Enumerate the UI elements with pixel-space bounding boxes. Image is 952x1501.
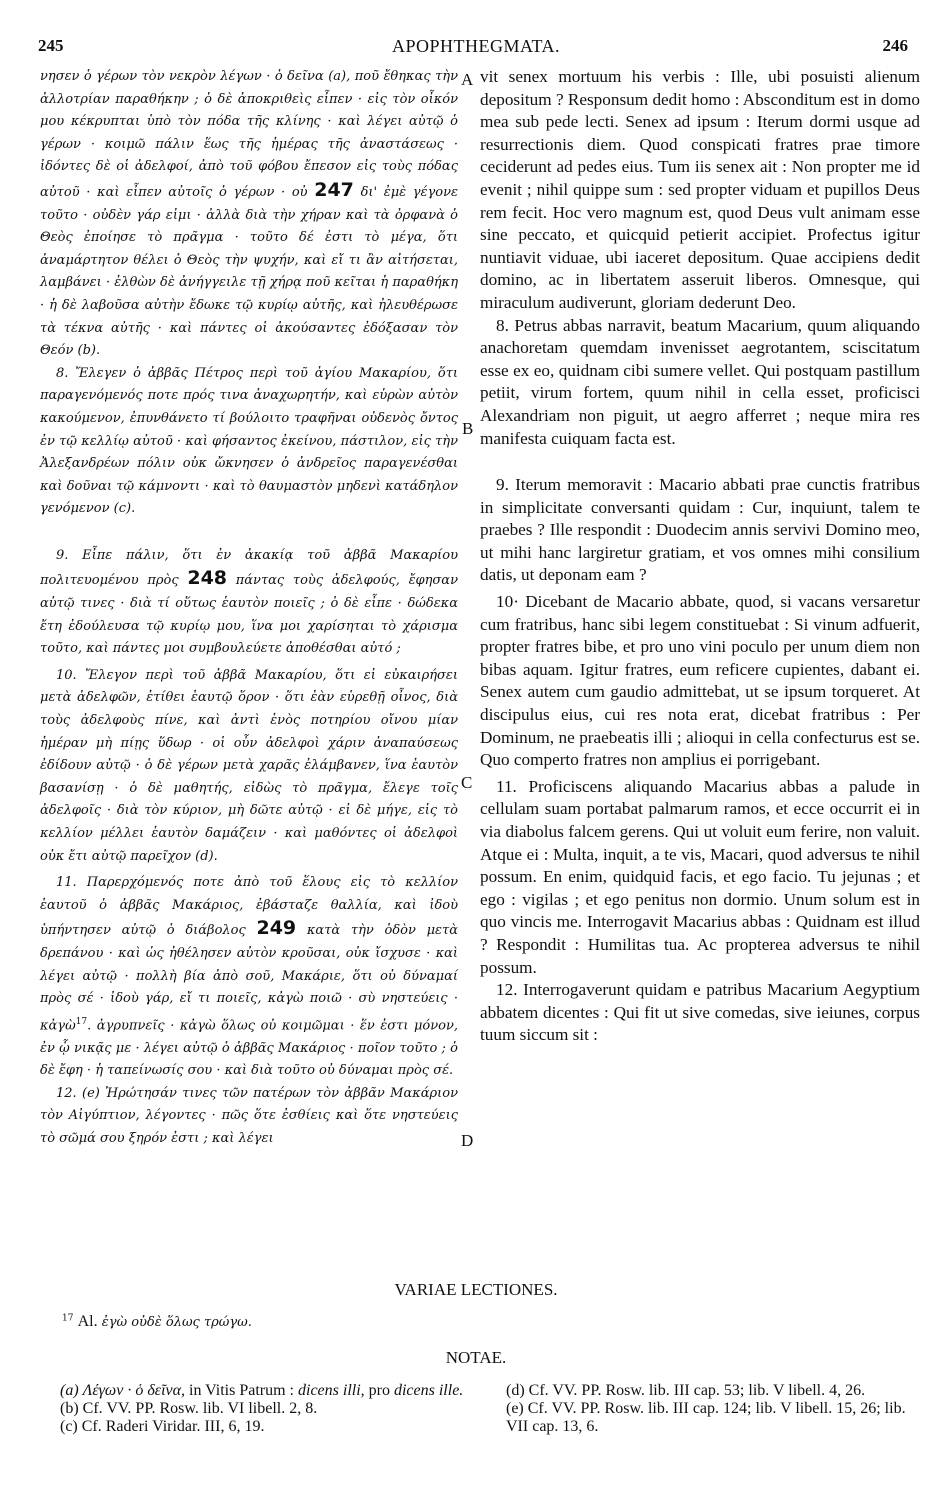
greek-text: . ἀγρυπνεῖς · κἀγὼ ὅλως οὐ κοιμῶμαι · ἕν ἐστι μόνον, ἐν ᾧ νικᾷς με · λέγει αὐτῷ ὁ ἀββᾶς Μακάριος · ποῖον τοῦτο ; ὁ δὲ ἔφη · ἡ ταπείνωσίς σου · καὶ διὰ τοῦτο οὐ δύναμαι πρὸς σέ.: [40, 1018, 458, 1079]
variant-number: 17: [62, 1313, 74, 1324]
greek-text: πάντας τοὺς ἀδελφούς, ἔφησαν αὐτῷ τινες · διὰ τί οὕτως ἑαυτὸν ποιεῖς ; ὁ δὲ εἶπε · δώδεκα ἔτη ἐδούλευσα τῷ κυρίῳ μου, ἵνα μοι χαρίσηται τὸ χάρισμα τοῦτο, καὶ πάντες μοι συμβουλεύετε ἀποθέσθαι αὐτό ;: [40, 573, 458, 657]
running-title: APOPHTHEGMATA.: [391, 36, 561, 56]
greek-paragraph-8: 8. Ἔλεγεν ὁ ἀββᾶς Πέτρος περὶ τοῦ ἁγίου Μακαρίου, ὅτι παραγενόμενός ποτε πρός τινα ἀναχωρητήν, καὶ εὑρὼν αὐτὸν κακούμενον, ἐπυνθάνετο τί βούλοιτο τραφῆναι οὐδενὸς ὄντος ἐν τῷ κελλίῳ αὐτοῦ · καὶ φήσαντος ἐκείνου, πάστιλον, εἰς τὴν Ἀλεξανδρέων πόλιν οὐκ ὤκνησεν ὁ ἀνδρεῖος παραγενέσθαι καὶ δοῦναι τῷ κάμνοντι · καὶ τὸ θαυμαστὸν μηδενὶ κατάδηλον γενόμενον (c).: [40, 365, 458, 517]
greek-text: 9. Εἶπε πάλιν, ὅτι ἐν ἀκακίᾳ τοῦ ἀββᾶ Μακαρίου πολιτευομένου πρὸς: [40, 547, 458, 589]
note-text: pro: [368, 1382, 390, 1399]
latin-paragraph-11: 11. Proficiscens aliquando Macarius abbas a palude in cellulam suam portabat palmarum ramos, et ecce occurrit ei in via diabolus falcem gerens. Qui ut voluit eum ferire, non valuit. Atque ei : Multa, inquit, a te vis, Macari, quod adversus te nihil possum. En enim, quidquid facis, et ego facio. Tu jejunas ; et ego : vigilas ; et ego penitus non dormio. Unum solum est in quo vincis me. Interrogavit Macarius abbas : Quidnam est illud ? Respondit : Humilitas tua. Ac propterea adversus te nihil possum.: [480, 776, 920, 977]
margin-marker-a: A: [461, 70, 474, 89]
note-c: (c) Cf. Raderi Viridar. III, 6, 19.: [60, 1418, 265, 1435]
column-number-249: 249: [256, 917, 297, 940]
margin-marker-d: D: [461, 1131, 474, 1150]
page-header: [0, 36, 952, 60]
page-number-right: 246: [882, 36, 908, 55]
greek-text: κατὰ τὴν ὁδὸν μετὰ δρεπάνου · καὶ ὡς ἠθέλησεν αὐτὸν κροῦσαι, οὐκ ἴσχυσε · καὶ λέγει αὐτῷ · πολλὴ βία ἀπὸ σοῦ, Μακάριε, ὅτι οὐ δύναμαί πρὸς σέ · ἰδοὺ γάρ, εἴ τι ποιεῖς, κἀγὼ ποιῶ · σὺ νηστεύεις · κἀγὼ: [40, 923, 458, 1034]
note-italic: dicens ille.: [393, 1382, 464, 1399]
notes-right-column: [506, 1382, 920, 1436]
greek-column: [40, 66, 458, 1151]
greek-text: νησεν ὁ γέρων τὸν νεκρὸν λέγων · ὁ δεῖνα (a), ποῦ ἔθηκας τὴν ἀλλοτρίαν παραθήκην ; ὁ δὲ ἀποκριθεὶς εἶπεν · εἰς τὸν οἶκόν μου κέκρυπται ὑπὸ τὸν πόδα τῆς κλίνης · καὶ λέγει αὐτῷ ὁ γέρων · κοιμῶ πάλιν ἕως τῆς ἡμέρας τῆς ἀναστάσεως · ἰδόντες δὲ οἱ ἀδελφοί, ἀπὸ τοῦ φόβου ἔπεσον εἰς τοὺς πόδας αὐτοῦ · καὶ εἶπεν αὐτοῖς ὁ γέρων · οὐ: [40, 69, 458, 200]
latin-paragraph-9: 9. Iterum memoravit : Macario abbati prae cunctis fratribus in simplicitate conversanti quidam : Cur, inquiunt, talem te praebes ? Ille respondit : Duodecim annis servivi Domino meo, ut mihi hanc largiretur gratiam, et vos omnes mihi consilium datis, ut deponam eam ?: [480, 475, 920, 585]
latin-paragraph-8: 8. Petrus abbas narravit, beatum Macarium, quum aliquando anachoretam quemdam invenisset aegrotantem, sciscitatum esse ex eo, quidnam cibi sumere vellet. Qui postquam pastillum petiit, virum fortem, quum nihil in cella esset, proficisci Alexandriam non piguit, ut aegro afferret ; neque mira res manifesta cuiquam facta est.: [480, 315, 920, 448]
variae-lectiones-heading: VARIAE LECTIONES.: [394, 1280, 558, 1299]
latin-paragraph-7: vit senex mortuum his verbis : Ille, ubi posuisti alienum depositum ? Responsum dedit homo : Absconditum est in domo mea sub pede lecti. Senex ad ipsum : Iterum dormi usque ad resurrectionis diem. Quod conspicati fratres prae timore ceciderunt ad pedes eius. Tum iis senex ait : Non propter me id evenit ; nihil quippe sum : sed propter viduam et pupillos Deus rem fecit. Hoc vero magnum est, quod Deus vult animam esse sine peccato, et quicquid petierit accipiet. Profectus igitur nuntiavit viduae, ubi iaceret depositum. Quae accipiens dedit domino, ac in libertatem asseruit liberos. Omnesque, qui miraculum audiverunt, gloriam dederunt Deo.: [480, 67, 920, 312]
margin-marker-b: B: [462, 419, 474, 438]
notes-left-column: [60, 1382, 480, 1436]
latin-paragraph-12: 12. Interrogaverunt quidam e patribus Macarium Aegyptium abbatem dicentes : Qui fit ut sive comedas, sive ieiunes, corpus tuum siccum sit :: [480, 980, 920, 1045]
margin-marker-c: C: [461, 773, 473, 792]
note-b: (b) Cf. VV. PP. Rosw. lib. VI libell. 2, 8.: [60, 1400, 318, 1417]
greek-text: δι' ἐμὲ γέγονε τοῦτο · οὐδὲν γάρ εἰμι · ἀλλὰ διὰ τὴν χήραν καὶ τὰ ὀρφανὰ ὁ Θεὸς ἐποίησε τὸ πρᾶγμα · τοῦτο δέ ἐστι τὸ μέγα, ὅτι ἀναμάρτητον θέλει ὁ Θεὸς τὴν ψυχήν, καὶ εἴ τι ἂν αἰτήσεται, λαμβάνει · ἐλθὼν δὲ ἀνήγγειλε τῇ χήρᾳ ποῦ κεῖται ἡ παραθήκη · ἡ δὲ λαβοῦσα αὐτὴν ἔδωκε τῷ κυρίῳ αὐτῆς, καὶ ἠλευθέρωσε τὰ τέκνα αὐτῆς · καὶ πάντες οἱ ἀκούσαντες ἐδόξασαν τὸν Θεόν (b).: [40, 184, 459, 359]
greek-paragraph-11: [40, 872, 458, 1083]
variant-text: ἐγὼ οὐδὲ ὅλως τρώγω.: [101, 1315, 252, 1330]
page-number-left: 245: [38, 36, 64, 55]
greek-paragraph-7: [40, 66, 458, 363]
latin-paragraph-10: 10· Dicebant de Macario abbate, quod, si vacans versaretur cum fratribus, hanc sibi legem constituebat : Si vinum adfuerit, propter fratres bibe, et pro uno vini poculo per unum diem non bibas aquam. Igitur fratres, eum reficere cupientes, dabant ei. Senex autem cum gaudio admittebat, ut se ipsum torqueret. At discipulus eius, cui res nota erat, dicebat fratribus : Per Dominum, ne praebeatis illi ; alioqui in cella confecturus est se. Quo comperto fratres non amplius ei porrigebant.: [480, 592, 920, 770]
note-label: (a): [60, 1382, 79, 1399]
variant-reference: 17: [75, 1016, 88, 1027]
note-text: in Vitis Patrum :: [189, 1382, 294, 1399]
note-greek: Λέγων · ὁ δεῖνα,: [82, 1382, 186, 1399]
greek-paragraph-9: [40, 545, 458, 661]
column-number-247: 247: [314, 178, 354, 201]
greek-paragraph-10: 10. Ἔλεγον περὶ τοῦ ἀββᾶ Μακαρίου, ὅτι εἰ εὐκαιρήσει μετὰ ἀδελφῶν, ἐτίθει ἑαυτῷ ὅρον · ὅτι ἐὰν εὑρεθῇ οἶνος, διὰ τοὺς ἀδελφοὺς πίνε, καὶ ἀντὶ ἑνὸς ποτηρίου οἴνου μίαν ἡμέραν μὴ πίῃς ὕδωρ · οἱ οὖν ἀδελφοὶ χάριν ἀναπαύσεως ἐδίδουν αὐτῷ · ὁ δὲ γέρων μετὰ χαρᾶς ἐλάμβανεν, ἵνα ἑαυτὸν βασανίσῃ · ὁ δὲ μαθητής, εἰδὼς τὸ πρᾶγμα, ἔλεγε τοῖς ἀδελφοῖς · διὰ τὸν κύριον, μὴ δῶτε αὐτῷ · εἰ δὲ μήγε, εἰς τὸ κελλίον μέλλει ἑαυτὸν δαμάζειν · καὶ μαθόντες οἱ ἀδελφοὶ οὐκ ἔτι αὐτῷ παρεῖχον (d).: [40, 667, 458, 864]
variant-reading: [62, 1313, 252, 1331]
variant-al: Al.: [77, 1313, 98, 1330]
note-a: [60, 1382, 480, 1400]
note-e: (e) Cf. VV. PP. Rosw. lib. III cap. 124; lib. V libell. 15, 26; lib. VII cap. 13, 6.: [506, 1400, 906, 1435]
notae-heading: NOTAE.: [445, 1348, 507, 1367]
note-italic: dicens illi,: [298, 1382, 365, 1399]
greek-paragraph-12: 12. (e) Ἠρώτησάν τινες τῶν πατέρων τὸν ἀββᾶν Μακάριον τὸν Αἰγύπτιον, λέγοντες · πῶς ὅτε ἐσθίεις καὶ ὅτε νηστεύεις τὸ σῶμά σου ξηρόν ἐστι ; καὶ λέγει: [40, 1085, 458, 1147]
note-d: (d) Cf. VV. PP. Rosw. lib. III cap. 53; lib. V libell. 4, 26.: [506, 1382, 866, 1399]
column-number-248: 248: [187, 567, 228, 590]
greek-text: 11. Παρερχόμενός ποτε ἀπὸ τοῦ ἕλους εἰς τὸ κελλίον ἑαυτοῦ ὁ ἀββᾶς Μακάριος, ἐβάσταζε θαλλία, καὶ ἰδοὺ ὑπήντησεν αὐτῷ ὁ διάβολος: [40, 875, 458, 939]
latin-column: [480, 66, 920, 1047]
